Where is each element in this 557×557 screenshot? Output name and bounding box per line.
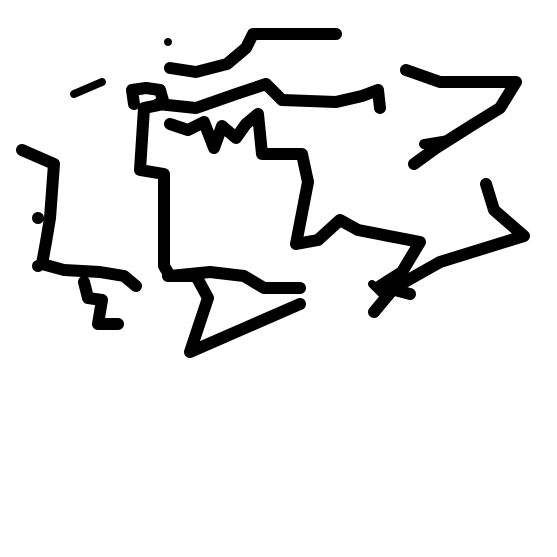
- stroke-dot: [164, 38, 172, 46]
- stroke-dot: [32, 260, 44, 272]
- small-bar-right: [424, 140, 448, 144]
- stroke-dot: [32, 212, 44, 224]
